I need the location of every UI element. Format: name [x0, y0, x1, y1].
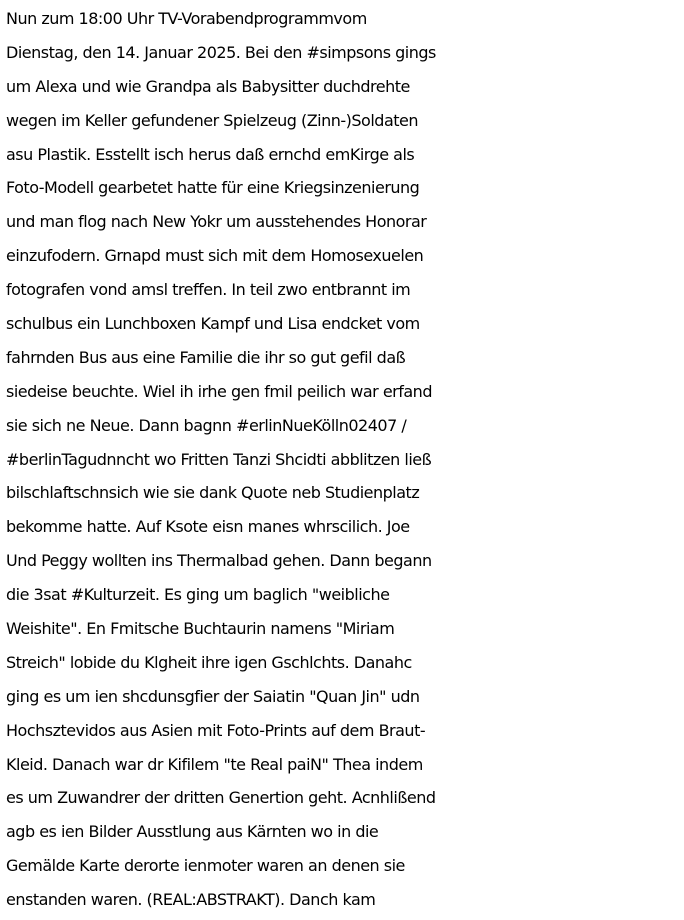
text-line: Hochsztevidos aus Asien mit Foto-Prints auf dem Braut- — [6, 720, 426, 740]
text-line: Foto-Modell gearbetet hatte für eine Kriegsinzenierung — [6, 178, 420, 198]
text-line: es um Zuwandrer der dritten Genertion geht. Acnhlißend — [6, 788, 436, 808]
text-line: Kleid. Danach war dr Kifilem "te Real paiN" Thea indem — [6, 754, 423, 774]
text-line: agb es ien Bilder Ausstlung aus Kärnten wo in die — [6, 822, 379, 842]
text-line: Gemälde Karte derorte ienmoter waren an denen sie — [6, 856, 405, 876]
text-line: Streich" lobide du Klgheit ihre igen Gschlchts. Danahc — [6, 652, 412, 672]
text-line: schulbus ein Lunchboxen Kampf und Lisa endcket vom — [6, 314, 420, 334]
document-body — [6, 2, 682, 917]
text-line: #berlinTagudnncht wo Fritten Tanzi Shcidti abblitzen ließ — [6, 449, 432, 469]
text-line: enstanden waren. (REAL:ABSTRAKT). Danch kam — [6, 890, 376, 910]
text-line: Weishite". En Fmitsche Buchtaurin namens "Miriam — [6, 619, 395, 639]
text-line: fotografen vond amsl treffen. In teil zwo entbrannt im — [6, 280, 411, 300]
text-line: ging es um ien shcdunsgfier der Saiatin "Quan Jin" udn — [6, 686, 420, 706]
text-line: fahrnden Bus aus eine Familie die ihr so gut gefil daß — [6, 347, 406, 367]
text-line: Nun zum 18:00 Uhr TV-Vorabendprogrammvom — [6, 9, 367, 28]
text-line: bekomme hatte. Auf Ksote eisn manes whrscilich. Joe — [6, 517, 410, 537]
text-line: Dienstag, den 14. Januar 2025. Bei den #simpsons gings — [6, 42, 436, 62]
text-line: Und Peggy wollten ins Thermalbad gehen. Dann begann — [6, 551, 432, 571]
text-line: bilschlaftschnsich wie sie dank Quote neb Studienplatz — [6, 483, 420, 503]
text-line: asu Plastik. Esstellt isch herus daß ernchd emKirge als — [6, 144, 415, 164]
text-line: sie sich ne Neue. Dann bagnn #erlinNueKölln02407 / — [6, 415, 407, 435]
text-line: die 3sat #Kulturzeit. Es ging um baglich "weibliche — [6, 585, 390, 605]
text-line: und man flog nach New Yokr um ausstehendes Honorar — [6, 212, 427, 232]
text-line: einzufodern. Grnapd must sich mit dem Homosexuelen — [6, 246, 424, 266]
text-line: wegen im Keller gefundener Spielzeug (Zinn-)Soldaten — [6, 110, 418, 130]
text-line: um Alexa und wie Grandpa als Babysitter duchdrehte — [6, 76, 410, 96]
text-line: siedeise beuchte. Wiel ih irhe gen fmil peilich war erfand — [6, 381, 432, 401]
